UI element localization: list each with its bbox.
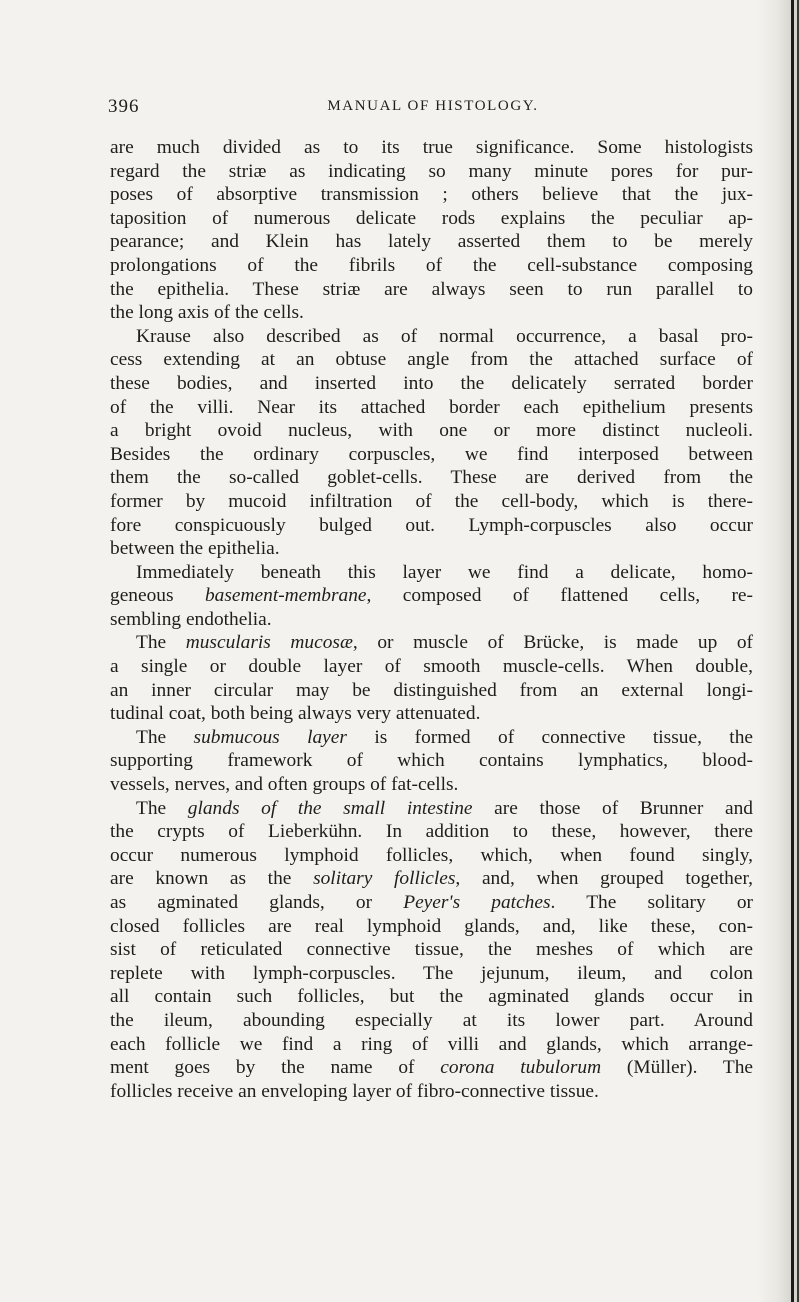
italic-term: basement-membrane	[204, 585, 367, 607]
text-line: former by mucoid infiltration of the cell-body, which is there-	[110, 490, 753, 512]
text-line: sist of reticulated connective tissue, the meshes of which are	[110, 939, 753, 961]
text-line: these bodies, and inserted into the delicately serrated border	[110, 372, 753, 394]
text-line: regard the striæ as indicating so many minute pores for pur-	[110, 160, 753, 182]
italic-term: corona tubulorum	[440, 1057, 602, 1079]
text-segment: are known as the	[110, 868, 314, 890]
text-line: are much divided as to its true significance. Some histologists	[110, 137, 753, 158]
text-line: Krause also described as of normal occurrence, a basal pro-	[136, 325, 753, 347]
text-line: occur numerous lymphoid follicles, which, when found singly,	[110, 844, 753, 866]
text-line: pearance; and Klein has lately asserted them to be merely	[110, 231, 753, 253]
text-line: sembling endothelia.	[110, 608, 272, 630]
text-line: vessels, nerves, and often groups of fat-cells.	[110, 774, 459, 796]
text-line: taposition of numerous delicate rods explains the peculiar ap-	[110, 207, 753, 229]
page-edge-line	[791, 0, 794, 1302]
page-number: 396	[108, 96, 140, 117]
text-line: the long axis of the cells.	[110, 302, 304, 324]
italic-term: glands of the small intestine	[187, 797, 473, 819]
text-segment: is formed of connective tissue, the	[346, 726, 753, 748]
text-segment: are those of Brunner and	[472, 797, 753, 819]
text-line: the crypts of Lieberkühn. In addition to these, however, there	[110, 821, 753, 843]
text-line: the ileum, abounding especially at its lower part. Around	[110, 1009, 753, 1031]
text-segment: ment goes by the name of	[110, 1057, 441, 1079]
text-segment: The	[136, 632, 186, 654]
text-line: Besides the ordinary corpuscles, we find interposed between	[110, 443, 753, 465]
text-line: Immediately beneath this layer we find a delicate, homo-	[136, 561, 753, 583]
page-header	[108, 96, 758, 120]
text-segment: , and, when grouped together,	[455, 868, 753, 890]
text-segment: The	[136, 726, 194, 748]
body-text	[110, 136, 753, 1103]
text-line: the epithelia. These striæ are always seen to run parallel to	[110, 278, 753, 300]
text-line	[110, 631, 753, 655]
text-line: fore conspicuously bulged out. Lymph-corpuscles also occur	[110, 514, 753, 536]
italic-term: solitary follicles	[313, 868, 456, 890]
text-line: an inner circular may be distinguished from an external longi-	[110, 679, 753, 701]
text-segment: as agminated glands, or	[110, 892, 404, 913]
text-line: replete with lymph-corpuscles. The jejunum, ileum, and colon	[110, 962, 753, 984]
italic-term: Peyer's patches	[403, 892, 551, 913]
text-line: a bright ovoid nucleus, with one or more distinct nucleoli.	[110, 420, 753, 442]
text-line: supporting framework of which contains lymphatics, blood-	[110, 750, 753, 772]
text-segment: The	[136, 797, 188, 819]
text-line: all contain such follicles, but the agminated glands occur in	[110, 986, 753, 1008]
page-edge-line-outer	[797, 0, 799, 1302]
italic-term: muscularis mucosæ	[185, 632, 353, 654]
text-line	[110, 726, 753, 750]
text-line	[110, 1056, 753, 1080]
italic-term: submucous layer	[193, 726, 347, 748]
text-line	[110, 891, 753, 915]
text-line: each follicle we find a ring of villi and glands, which arrange-	[110, 1033, 753, 1055]
text-line	[110, 584, 753, 608]
text-line: prolongations of the fibrils of the cell-substance composing	[110, 254, 753, 276]
text-line: between the epithelia.	[110, 538, 280, 560]
text-line: poses of absorptive transmission ; others believe that the jux-	[110, 184, 753, 206]
text-line: closed follicles are real lymphoid glands, and, like these, con-	[110, 915, 753, 937]
text-segment: , composed of flattened cells, re-	[366, 585, 753, 607]
running-head: MANUAL OF HISTOLOGY.	[327, 98, 539, 114]
text-line	[110, 797, 753, 821]
text-segment: . The solitary or	[550, 892, 753, 913]
text-line: them the so-called goblet-cells. These are derived from the	[110, 467, 753, 489]
text-line: a single or double layer of smooth muscle-cells. When double,	[110, 656, 753, 678]
text-segment: , or muscle of Brücke, is made up of	[352, 632, 754, 654]
text-line: cess extending at an obtuse angle from the attached surface of	[110, 349, 753, 371]
text-line	[110, 867, 753, 891]
text-segment: (Müller). The	[601, 1057, 754, 1079]
text-segment: geneous	[110, 585, 205, 607]
text-line: follicles receive an enveloping layer of fibro-connective tissue.	[110, 1080, 599, 1102]
text-line: of the villi. Near its attached border each epithelium presents	[110, 396, 753, 418]
text-line: tudinal coat, both being always very attenuated.	[110, 703, 481, 725]
